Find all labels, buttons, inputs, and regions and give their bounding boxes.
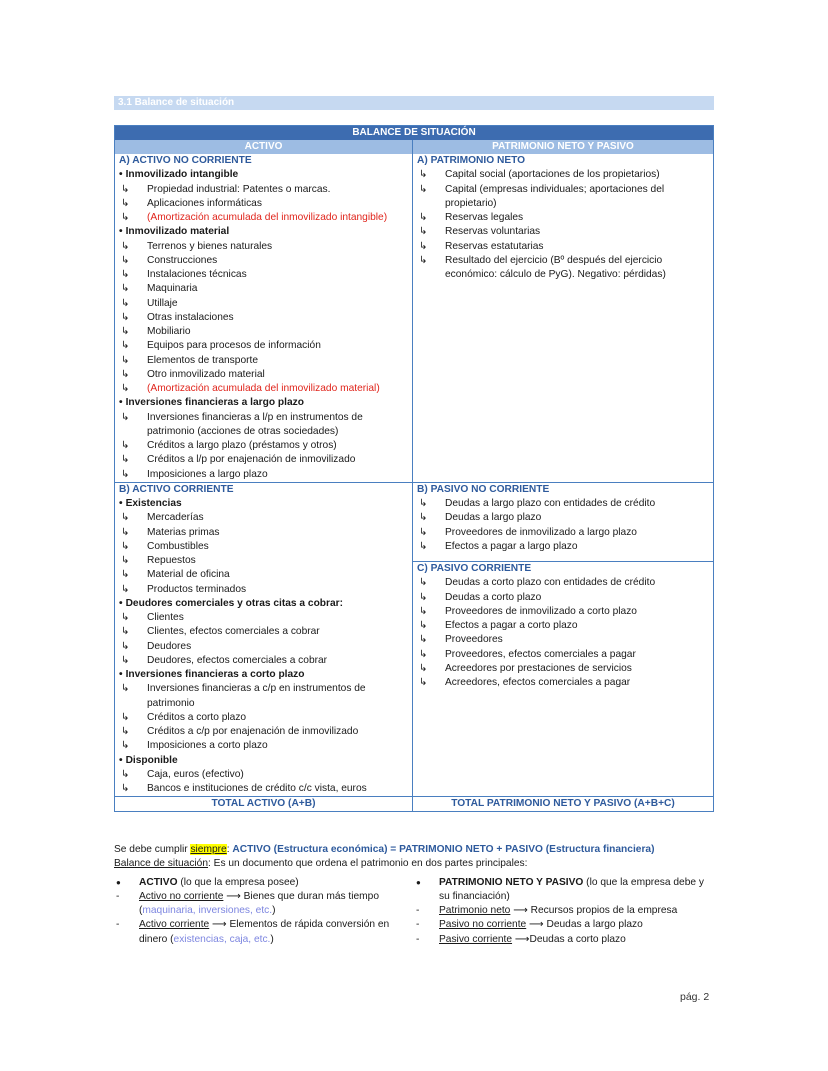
list-item: ↳ Reservas voluntarias (417, 225, 709, 239)
list-item: ↳ Reservas legales (417, 211, 709, 225)
group-head: • Inversiones financieras a largo plazo (119, 396, 408, 410)
list-item: ↳ Deudas a largo plazo con entidades de crédito (417, 497, 709, 511)
text: : (226, 844, 233, 855)
list-item: ↳ Créditos a corto plazo (119, 711, 408, 725)
text: ⟶Deudas a corto plazo (512, 933, 626, 945)
list-item: ↳ Proveedores (417, 633, 709, 647)
list-item: ↳ Imposiciones a largo plazo (119, 468, 408, 482)
list-item: ↳ Repuestos (119, 554, 408, 568)
text: ⟶ Recursos propios de la empresa (510, 905, 678, 916)
list-item: ↳ Resultado del ejercicio (Bº después del ejercicio económico: cálculo de PyG). Negativo: pérdidas) (417, 254, 709, 283)
group-head: • Inmovilizado material (119, 225, 408, 239)
list-item: ↳ Mobiliario (119, 325, 408, 339)
bullet (414, 876, 714, 905)
list-item: ↳ Clientes, efectos comerciales a cobrar (119, 625, 408, 639)
list-item: ↳ (Amortización acumulada del inmovilizado material) (119, 382, 408, 396)
list-item: ↳ Deudas a corto plazo con entidades de crédito (417, 576, 709, 590)
section-head: A) PATRIMONIO NETO (417, 155, 526, 166)
dash-item (414, 933, 714, 947)
list-item: ↳ Capital social (aportaciones de los propietarios) (417, 168, 709, 182)
section-head: C) PASIVO CORRIENTE (417, 563, 532, 574)
list-item: ↳ Terrenos y bienes naturales (119, 240, 408, 254)
term: ACTIVO (139, 876, 178, 888)
pasivo-corriente-block (413, 561, 713, 690)
section-title: 3.1 Balance de situación (114, 96, 714, 110)
definition-line (114, 857, 714, 871)
list-item: ↳ Aplicaciones informáticas (119, 197, 408, 211)
list-item: ↳ Acreedores por prestaciones de servicios (417, 662, 709, 676)
highlight-siempre: siempre (190, 844, 227, 855)
list-item: ↳ Inversiones financieras a c/p en instrumentos de patrimonio (119, 682, 408, 711)
list-item: ↳ Instalaciones técnicas (119, 268, 408, 282)
balance-table (114, 125, 714, 812)
list-item: ↳ Efectos a pagar a largo plazo (417, 540, 709, 554)
table-title: BALANCE DE SITUACIÓN (115, 126, 713, 140)
text: (lo que la empresa debe y su financiación) (439, 876, 704, 902)
text: : Es un documento que ordena el patrimonio en dos partes principales: (208, 858, 528, 870)
list-item: ↳ Materias primas (119, 526, 408, 540)
list-item: ↳ Bancos e instituciones de crédito c/c vista, euros (119, 782, 408, 796)
page-number: pág. 2 (680, 991, 710, 1003)
list-item: ↳ Equipos para procesos de información (119, 339, 408, 353)
dash-item (414, 918, 714, 932)
equation: ACTIVO (Estructura económica) = PATRIMONIO NETO + PASIVO (Estructura financiera) (232, 844, 655, 855)
pasivo-cell (413, 483, 713, 797)
bullet (114, 876, 414, 890)
list-item: ↳ Imposiciones a corto plazo (119, 739, 408, 753)
text: ⟶ Elementos de rápida conversión en dinero ( (139, 919, 390, 945)
list-item: ↳ Créditos a l/p por enajenación de inmovilizado (119, 453, 408, 467)
text: ⟶ Deudas a largo plazo (526, 919, 643, 931)
term: Activo no corriente (139, 890, 224, 902)
header-activo: ACTIVO (115, 140, 413, 154)
list-item: ↳ Otras instalaciones (119, 311, 408, 325)
term: Activo corriente (139, 919, 210, 931)
term: Patrimonio neto (439, 905, 511, 916)
list-item: ↳ Mercaderías (119, 511, 408, 525)
term: Balance de situación (114, 858, 209, 870)
list-item: ↳ Maquinaria (119, 282, 408, 296)
summary-columns (114, 876, 714, 947)
total-patrimonio-pasivo: TOTAL PATRIMONIO NETO Y PASIVO (A+B+C) (451, 798, 675, 810)
term: PATRIMONIO NETO Y PASIVO (439, 876, 584, 888)
list-item: ↳ Reservas estatutarias (417, 240, 709, 254)
text: (lo que la empresa posee) (177, 876, 299, 888)
list-item: ↳ Deudas a largo plazo (417, 511, 709, 525)
list-item: ↳ (Amortización acumulada del inmovilizado intangible) (119, 211, 408, 225)
list-item: ↳ Utillaje (119, 297, 408, 311)
patrimonio-neto-cell (413, 154, 713, 482)
summary-right (414, 876, 714, 947)
list-item: ↳ Créditos a c/p por enajenación de inmovilizado (119, 725, 408, 739)
totals-row (115, 796, 713, 811)
text: Se debe cumplir (114, 844, 191, 855)
section-head: B) PASIVO NO CORRIENTE (417, 483, 550, 495)
examples: maquinaria, inversiones, etc. (142, 905, 273, 916)
term: Pasivo corriente (439, 933, 513, 945)
list-item: ↳ Proveedores, efectos comerciales a pagar (417, 648, 709, 662)
text: ) (272, 905, 276, 916)
list-item: ↳ Deudas a corto plazo (417, 591, 709, 605)
summary-left (114, 876, 414, 947)
text: ) (270, 933, 274, 945)
table-column-headers (115, 140, 713, 154)
total-activo: TOTAL ACTIVO (A+B) (115, 797, 413, 811)
list-item: ↳ Otro inmovilizado material (119, 368, 408, 382)
list-item: ↳ Proveedores de inmovilizado a largo plazo (417, 526, 709, 540)
section-head: A) ACTIVO NO CORRIENTE (119, 155, 252, 166)
group-head: • Disponible (119, 754, 408, 768)
section-head: B) ACTIVO CORRIENTE (119, 483, 234, 495)
group-head: • Inversiones financieras a corto plazo (119, 668, 408, 682)
table-row-current (115, 482, 713, 797)
group-head: • Inmovilizado intangible (119, 168, 408, 182)
list-item: ↳ Deudores (119, 640, 408, 654)
list-item: ↳ Construcciones (119, 254, 408, 268)
dash-item (414, 904, 714, 918)
dash-item (114, 918, 414, 947)
activo-corriente-cell (115, 483, 413, 797)
table-row-non-current (115, 154, 713, 482)
list-item: ↳ Inversiones financieras a l/p en instrumentos de patrimonio (acciones de otras sociedades) (119, 411, 408, 440)
list-item: ↳ Capital (empresas individuales; aportaciones del propietario) (417, 183, 709, 212)
list-item: ↳ Deudores, efectos comerciales a cobrar (119, 654, 408, 668)
list-item: ↳ Acreedores, efectos comerciales a pagar (417, 676, 709, 690)
notes (114, 843, 714, 947)
list-item: ↳ Efectos a pagar a corto plazo (417, 619, 709, 633)
list-item: ↳ Combustibles (119, 540, 408, 554)
list-item: ↳ Productos terminados (119, 583, 408, 597)
list-item: ↳ Propiedad industrial: Patentes o marcas. (119, 183, 408, 197)
group-head: • Deudores comerciales y otras citas a cobrar: (119, 597, 408, 611)
list-item: ↳ Caja, euros (efectivo) (119, 768, 408, 782)
dash-item (114, 890, 414, 919)
group-head: • Existencias (119, 497, 408, 511)
list-item: ↳ Créditos a largo plazo (préstamos y otros) (119, 439, 408, 453)
activo-no-corriente-cell (115, 154, 413, 482)
equation-line (114, 843, 714, 857)
list-item: ↳ Clientes (119, 611, 408, 625)
examples: existencias, caja, etc. (173, 933, 271, 945)
text: ⟶ Bienes que duran más tiempo ( (139, 890, 379, 916)
header-patrimonio-pasivo: PATRIMONIO NETO Y PASIVO (492, 141, 634, 152)
list-item: ↳ Material de oficina (119, 568, 408, 582)
list-item: ↳ Elementos de transporte (119, 354, 408, 368)
list-item: ↳ Proveedores de inmovilizado a corto plazo (417, 605, 709, 619)
term: Pasivo no corriente (439, 919, 527, 931)
